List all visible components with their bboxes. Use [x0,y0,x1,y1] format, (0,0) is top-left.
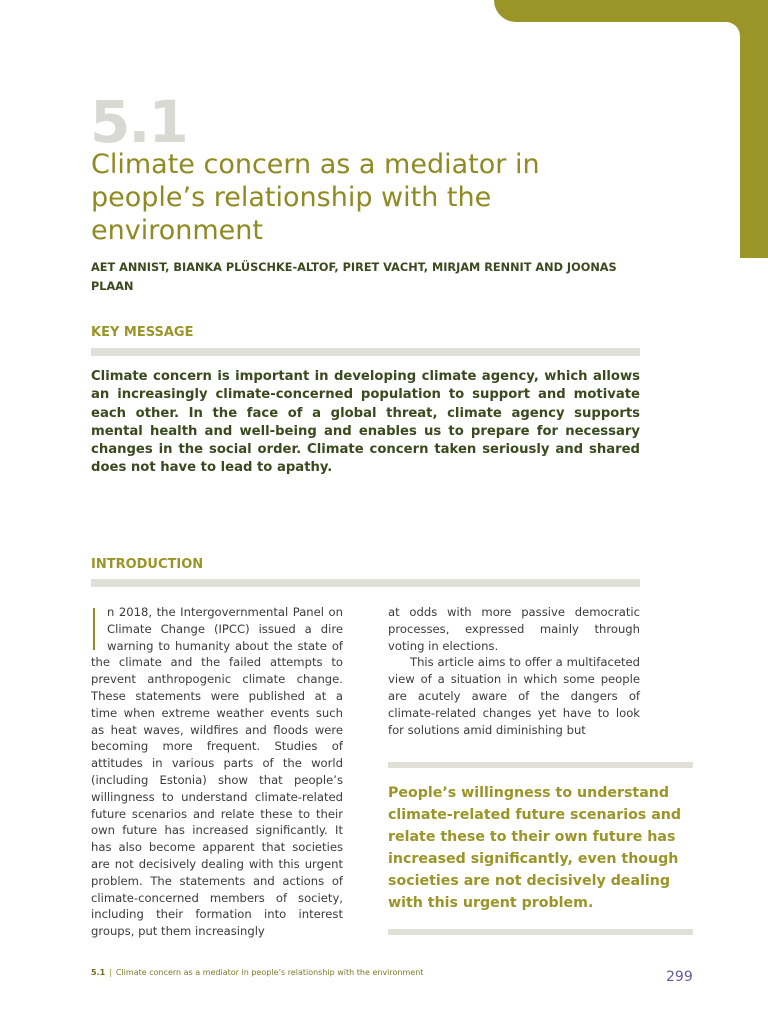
key-message-heading: KEY MESSAGE [91,325,194,340]
page-number: 299 [666,969,693,985]
body-column-left [91,604,343,942]
footer-chapter: 5.1 [91,968,106,977]
footer-separator: | [109,968,112,977]
chapter-number: 5.1 [90,88,187,156]
footer-running-title: Climate concern as a mediator in people’s relationship with the environment [115,968,424,977]
introduction-rule [91,579,640,587]
pull-quote-rule-top [388,762,693,768]
corner-decoration-top [494,0,768,22]
key-message-text: Climate concern is important in developing climate agency, which allows an increasingly climate-concerned population to support and motivate each other. In the face of a global threat, climate agency supports mental health and well-being and enables us to prepare for necessary changes in the social order. Climate concern taken seriously and shared does not have to lead to apathy. [91,369,640,476]
corner-decoration-joint-mask [712,22,740,50]
key-message-rule [91,348,640,356]
body-text-right-p1: at odds with more passive democratic processes, expressed mainly through voting in elections. [388,605,640,653]
running-footer [91,968,423,977]
introduction-heading: INTRODUCTION [91,557,204,572]
body-text-right-p2: This article aims to offer a multifaceted view of a situation in which some people are acutely aware of the dangers of climate-related changes yet have to look for solutions amid diminishing but [388,655,640,737]
pull-quote: People’s willingness to understand climate-related future scenarios and relate these to their own future has increased significantly, even though societies are not decisively dealing with this urgent problem. [388,785,682,911]
corner-decoration-bar [740,22,768,258]
body-column-right [388,604,640,738]
body-text-left: n 2018, the Intergovernmental Panel on Climate Change (IPCC) issued a dire warning to humanity about the state of the climate and the failed attempts to prevent anthropogenic climate change. These statements were published at a time when extreme weather events such as heat waves, wildfires and floods were becoming more frequent. Studies of attitudes in various parts of the world (including Estonia) show that people’s willingness to understand climate-related future scenarios and relate these to their own future has increased significantly. It has also become apparent that societies are not decisively dealing with this urgent problem. The statements and actions of climate-concerned members of society, including their formation into interest groups, put them increasingly [91,605,343,939]
drop-cap-i [93,608,95,650]
pull-quote-rule-bottom [388,929,693,935]
page-title: Climate concern as a mediator in people’s relationship with the environment [91,149,540,246]
authors: AET ANNIST, BIANKA PLÜSCHKE-ALTOF, PIRET VACHT, MIRJAM RENNIT AND JOONAS PLAAN [91,261,617,293]
